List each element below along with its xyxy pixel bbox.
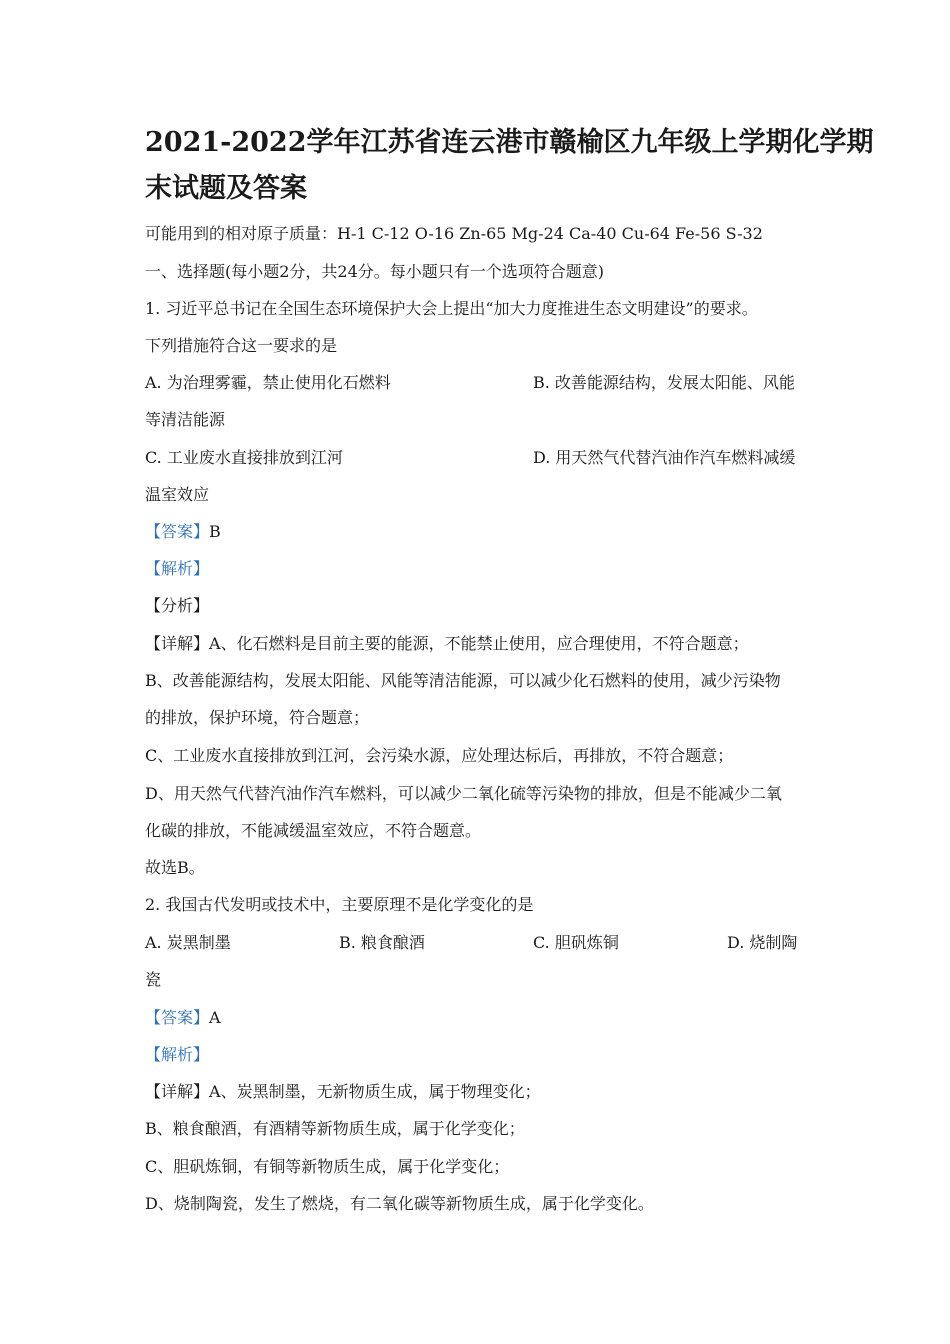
q1-detail-b-line-2: 的排放，保护环境，符合题意；: [145, 708, 370, 727]
q1-option-b-continued: 等清洁能源: [145, 410, 226, 429]
q2-option-a: A. 炭黑制墨: [145, 933, 231, 952]
q1-stem-line-2: 下列措施符合这一要求的是: [145, 336, 338, 355]
q1-answer-tag: 【答案】: [145, 522, 210, 541]
q1-detail-a-text: A、化石燃料是目前主要的能源，不能禁止使用，应合理使用，不符合题意；: [209, 634, 749, 653]
q2-option-d: D. 烧制陶: [727, 933, 798, 952]
q2-detail-c: C、胆矾炼铜，有铜等新物质生成，属于化学变化；: [145, 1157, 510, 1176]
q2-option-c: C. 胆矾炼铜: [533, 933, 619, 952]
q2-detail-d: D、烧制陶瓷，发生了燃烧，有二氧化碳等新物质生成，属于化学变化。: [145, 1194, 654, 1213]
q1-answer: [145, 520, 221, 544]
q2-detail-tag: 【详解】: [145, 1082, 210, 1101]
q1-detail-d-line-2: 化碳的排放，不能减缓温室效应，不符合题意。: [145, 821, 482, 840]
q1-option-a: A. 为治理雾霾，禁止使用化石燃料: [145, 373, 391, 392]
q1-detail-d-line-1: D、用天然气代替汽油作汽车燃料，可以减少二氧化硫等污染物的排放，但是不能减少二氧: [145, 784, 782, 803]
q1-option-c: C. 工业废水直接排放到江河: [145, 448, 343, 467]
q1-detail-tag: 【详解】: [145, 634, 210, 653]
section-heading: 一、选择题(每小题2分，共24分。每小题只有一个选项符合题意): [145, 262, 605, 281]
q2-analysis-tag: 【解析】: [145, 1045, 210, 1064]
q1-conclusion: 故选B。: [145, 858, 205, 877]
q2-option-d-continued: 瓷: [145, 970, 162, 989]
q2-detail-a-text: A、炭黑制墨，无新物质生成，属于物理变化；: [209, 1082, 541, 1101]
q1-answer-value: B: [209, 522, 221, 541]
q1-detail-b-line-1: B、改善能源结构，发展太阳能、风能等清洁能源，可以减少化石燃料的使用，减少污染物: [145, 671, 781, 690]
q1-detail-c: C、工业废水直接排放到江河，会污染水源，应处理达标后，再排放，不符合题意；: [145, 746, 734, 765]
q1-option-b: B. 改善能源结构，发展太阳能、风能: [533, 373, 795, 392]
q2-answer: [145, 1006, 221, 1030]
q1-fenxi-tag: 【分析】: [145, 596, 210, 615]
q2-option-b: B. 粮食酿酒: [339, 933, 425, 952]
q2-stem: 2. 我国古代发明或技术中，主要原理不是化学变化的是: [145, 895, 534, 914]
q2-detail-a: [145, 1080, 541, 1104]
q1-detail-a: [145, 632, 749, 656]
q2-answer-value: A: [209, 1008, 221, 1027]
q1-analysis-tag: 【解析】: [145, 559, 210, 578]
q1-option-d: D. 用天然气代替汽油作汽车燃料减缓: [533, 448, 796, 467]
q2-answer-tag: 【答案】: [145, 1008, 210, 1027]
q1-option-d-continued: 温室效应: [145, 485, 210, 504]
document-title-line-2: 末试题及答案: [145, 173, 307, 204]
q1-stem-line-1: 1. 习近平总书记在全国生态环境保护大会上提出“加大力度推进生态文明建设”的要求。: [145, 299, 758, 318]
document-title-line-1: 2021-2022学年江苏省连云港市赣榆区九年级上学期化学期: [145, 127, 874, 158]
atomic-masses-note: 可能用到的相对原子质量：H-1 C-12 O-16 Zn-65 Mg-24 Ca-40 Cu-64 Fe-56 S-32: [145, 224, 763, 243]
q2-detail-b: B、粮食酿酒，有酒精等新物质生成，属于化学变化；: [145, 1119, 525, 1138]
